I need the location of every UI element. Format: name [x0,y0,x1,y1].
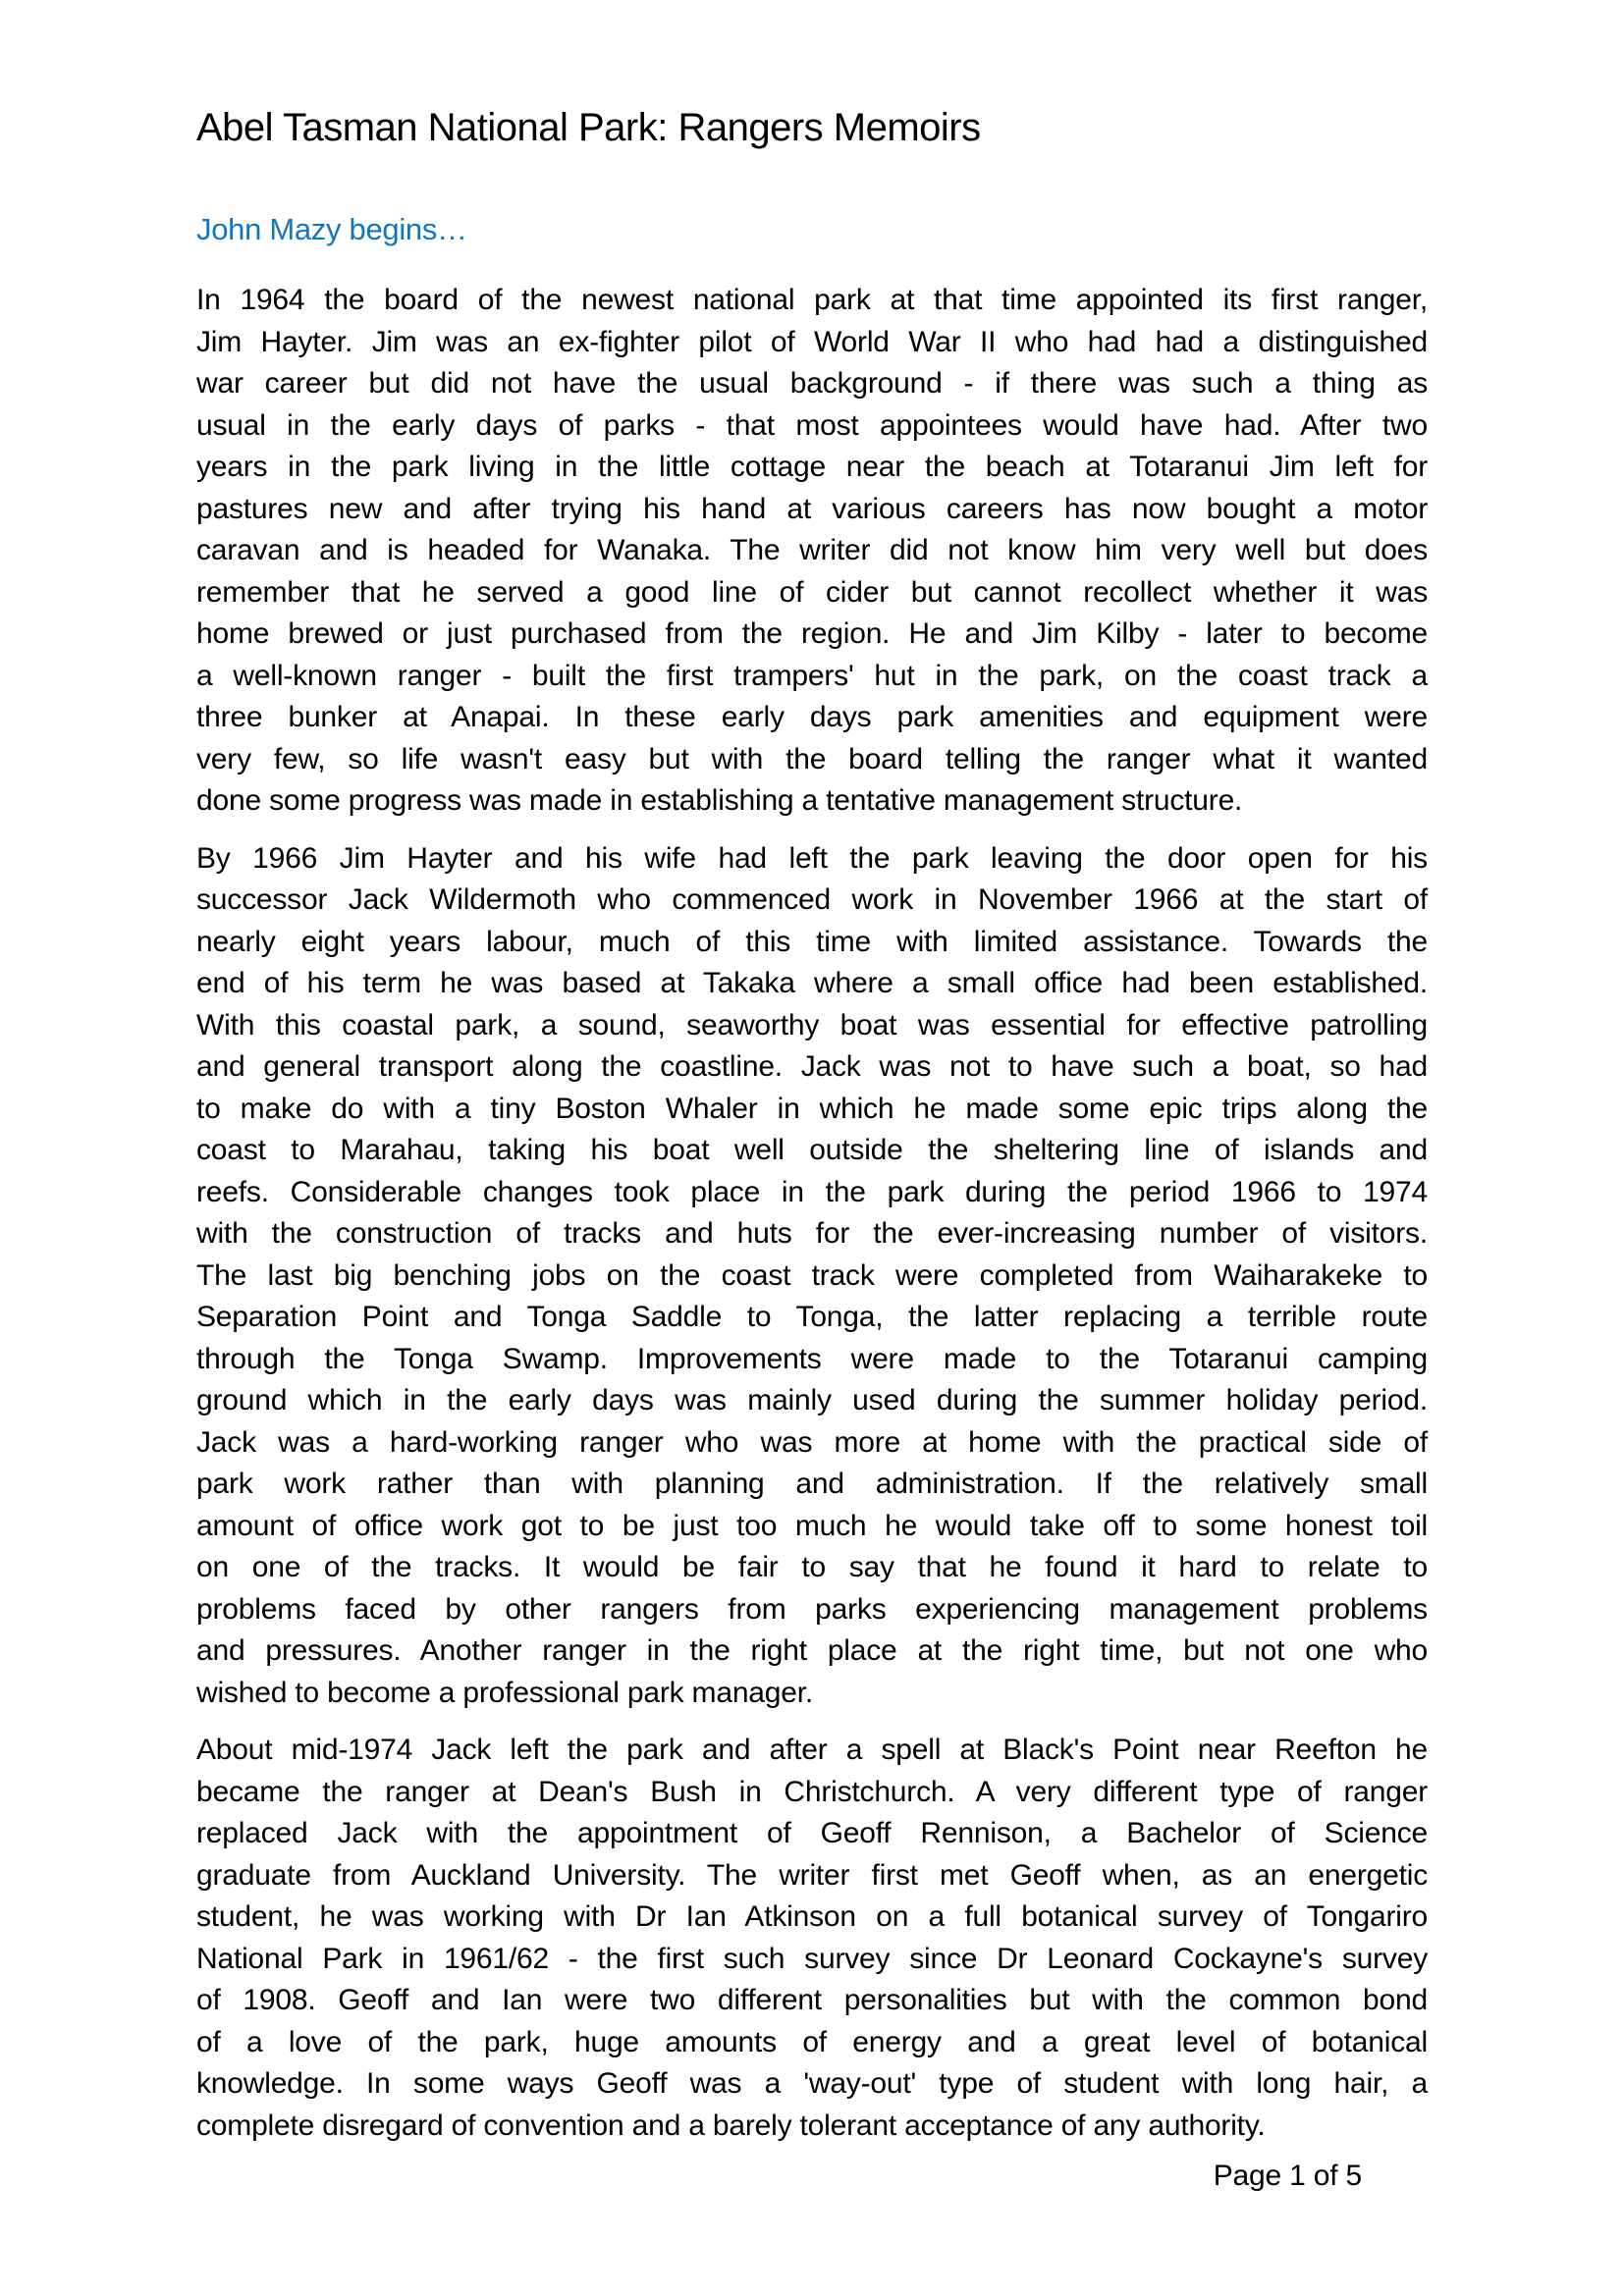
text-line: through the Tonga Swamp. Improvements were made to the Totaranui camping [196,1342,1428,1375]
text-line: replaced Jack with the appointment of Geoff Rennison, a Bachelor of Science [196,1817,1428,1850]
text-line: done some progress was made in establishing a tentative management structure. [196,784,1243,818]
text-line: on one of the tracks. It would be fair to say that he found it hard to relate to [196,1551,1428,1584]
text-line: In 1964 the board of the newest national park at that time appointed its first ranger, [196,284,1428,317]
paragraph [196,280,1428,823]
page-title: Abel Tasman National Park: Rangers Memoirs [196,106,981,149]
text-line: problems faced by other rangers from parks experiencing management problems [196,1592,1428,1626]
text-line: pastures new and after trying his hand at various careers has now bought a motor [196,492,1428,525]
text-line: knowledge. In some ways Geoff was a 'way-out' type of student with long hair, a [196,2067,1428,2101]
text-line: to make do with a tiny Boston Whaler in which he made some epic trips along the [196,1092,1428,1125]
text-line: and pressures. Another ranger in the right place at the right time, but not one who [196,1634,1428,1668]
text-line: wished to become a professional park manager. [196,1676,814,1709]
text-line: complete disregard of convention and a barely tolerant acceptance of any authority. [196,2109,1266,2142]
text-line: Separation Point and Tonga Saddle to Tonga, the latter replacing a terrible route [196,1301,1428,1334]
text-line: Jim Hayter. Jim was an ex-fighter pilot of World War II who had had a distinguished [196,325,1428,358]
text-line: three bunker at Anapai. In these early days park amenities and equipment were [196,701,1428,734]
text-line: of a love of the park, huge amounts of energy and a great level of botanical [196,2025,1428,2058]
text-line: caravan and is headed for Wanaka. The writer did not know him very well but does [196,534,1428,567]
page-number: Page 1 of 5 [1213,2160,1362,2192]
text-line: usual in the early days of parks - that most appointees would have had. After two [196,408,1428,442]
text-line: very few, so life wasn't easy but with the board telling the ranger what it wanted [196,742,1428,775]
text-line: reefs. Considerable changes took place in the park during the period 1966 to 1974 [196,1175,1428,1208]
document-body [196,280,1428,2147]
text-line: The last big benching jobs on the coast track were completed from Waiharakeke to [196,1258,1428,1292]
text-line: With this coastal park, a sound, seaworthy boat was essential for effective patrolling [196,1008,1428,1041]
text-line: graduate from Auckland University. The writer first met Geoff when, as an energetic [196,1858,1428,1892]
text-line: park work rather than with planning and administration. If the relatively small [196,1468,1428,1501]
text-line: By 1966 Jim Hayter and his wife had left the park leaving the door open for his [196,841,1428,875]
text-line: student, he was working with Dr Ian Atkinson on a full botanical survey of Tongariro [196,1900,1428,1934]
text-line: About mid-1974 Jack left the park and after a spell at Black's Point near Reefton he [196,1734,1428,1767]
text-line: became the ranger at Dean's Bush in Christchurch. A very different type of ranger [196,1775,1428,1808]
text-line: successor Jack Wildermoth who commenced work in November 1966 at the start of [196,883,1428,917]
paragraph [196,1730,1428,2147]
text-line: end of his term he was based at Takaka where a small office had been established. [196,967,1428,1000]
text-line: ground which in the early days was mainly used during the summer holiday period. [196,1384,1428,1417]
text-line: and general transport along the coastline. Jack was not to have such a boat, so had [196,1050,1428,1084]
text-line: National Park in 1961/62 - the first such survey since Dr Leonard Cockayne's survey [196,1942,1428,1975]
text-line: with the construction of tracks and huts for the ever-increasing number of visitors. [196,1217,1428,1251]
text-line: Jack was a hard-working ranger who was more at home with the practical side of [196,1425,1428,1459]
text-line: of 1908. Geoff and Ian were two different personalities but with the common bond [196,1984,1428,2017]
text-line: home brewed or just purchased from the region. He and Jim Kilby - later to become [196,617,1428,651]
byline-heading: John Mazy begins… [196,212,467,246]
paragraph [196,838,1428,1715]
text-line: a well-known ranger - built the first trampers' hut in the park, on the coast track a [196,659,1428,692]
text-line: nearly eight years labour, much of this time with limited assistance. Towards the [196,925,1428,958]
text-line: war career but did not have the usual background - if there was such a thing as [196,367,1428,400]
text-line: coast to Marahau, taking his boat well outside the sheltering line of islands and [196,1134,1428,1167]
text-line: remember that he served a good line of cider but cannot recollect whether it was [196,575,1428,609]
text-line: amount of office work got to be just too much he would take off to some honest toil [196,1509,1428,1542]
text-line: years in the park living in the little cottage near the beach at Totaranui Jim left for [196,451,1428,484]
